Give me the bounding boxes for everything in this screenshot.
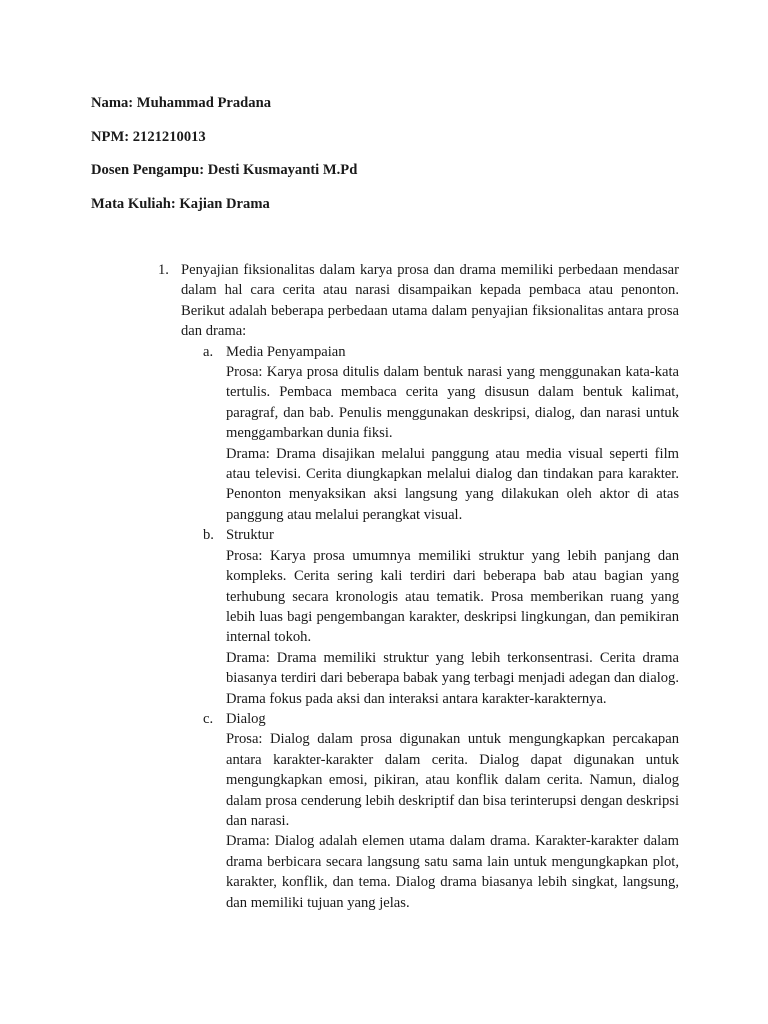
question-number: 1. <box>158 262 169 278</box>
item-drama-text: Drama: Drama memiliki struktur yang lebih terkonsentrasi. Cerita drama biasanya terdiri dari beberapa babak yang terbagi menjadi adegan dan dialog. Drama fokus pada aksi dan interaksi antara karakter-karakternya. <box>226 649 679 707</box>
item-drama-text: Drama: Dialog adalah elemen utama dalam drama. Karakter-karakter dalam drama berbicara secara langsung satu sama lain untuk mengungkapkan plot, karakter, konflik, dan tema. Dialog drama biasanya lebih singkat, langsung, dan memiliki tujuan yang jelas. <box>226 833 679 911</box>
item-title: Media Penyampaian <box>226 343 346 360</box>
item-prosa-text: Prosa: Dialog dalam prosa digunakan untuk mengungkapkan percakapan antara karakter-karakter dalam cerita. Dialog dapat digunakan untuk mengungkapkan emosi, pikiran, atau konflik dalam cerita. Namun, dialog dalam prosa cenderung lebih deskriptif dan bisa terinterupsi dengan deskripsi dan narasi. <box>226 731 679 829</box>
student-npm: NPM: 2121210013 <box>91 129 206 145</box>
item-drama-text: Drama: Drama disajikan melalui panggung atau media visual seperti film atau televisi. Cerita diungkapkan melalui dialog dan tindakan para karakter. Penonton menyaksikan aksi langsung yang dilakukan oleh aktor di atas panggung atau melalui perangkat visual. <box>226 445 679 523</box>
course-name: Mata Kuliah: Kajian Drama <box>91 196 270 212</box>
item-letter: c. <box>203 710 214 727</box>
item-prosa-text: Prosa: Karya prosa ditulis dalam bentuk narasi yang menggunakan kata-kata tertulis. Pembaca membaca cerita yang disusun dalam bentuk kalimat, paragraf, dan bab. Penulis menggunakan deskripsi, dialog, dan narasi untuk menggambarkan dunia fiksi. <box>226 364 679 442</box>
lecturer-name: Dosen Pengampu: Desti Kusmayanti M.Pd <box>91 162 358 178</box>
question-body <box>181 260 679 913</box>
list-item-dialog <box>181 709 679 913</box>
list-item-struktur <box>181 525 679 709</box>
list-item-media <box>181 342 679 526</box>
student-name: Nama: Muhammad Pradana <box>91 95 271 111</box>
item-letter: b. <box>203 527 214 544</box>
item-title: Struktur <box>226 527 274 544</box>
item-letter: a. <box>203 343 214 360</box>
item-title: Dialog <box>226 710 266 727</box>
item-prosa-text: Prosa: Karya prosa umumnya memiliki struktur yang lebih panjang dan kompleks. Cerita sering kali terdiri dari beberapa bab atau bagian yang terhubung secara kronologis atau tematik. Prosa memberikan ruang yang lebih luas bagi pengembangan karakter, deskripsi lingkungan, dan pemikiran internal tokoh. <box>226 547 679 646</box>
question-intro: Penyajian fiksionalitas dalam karya prosa dan drama memiliki perbedaan mendasar dalam hal cara cerita atau narasi disampaikan kepada pembaca atau penonton. Berikut adalah beberapa perbedaan utama dalam penyajian fiksionalitas antara prosa dan drama: <box>181 262 679 340</box>
